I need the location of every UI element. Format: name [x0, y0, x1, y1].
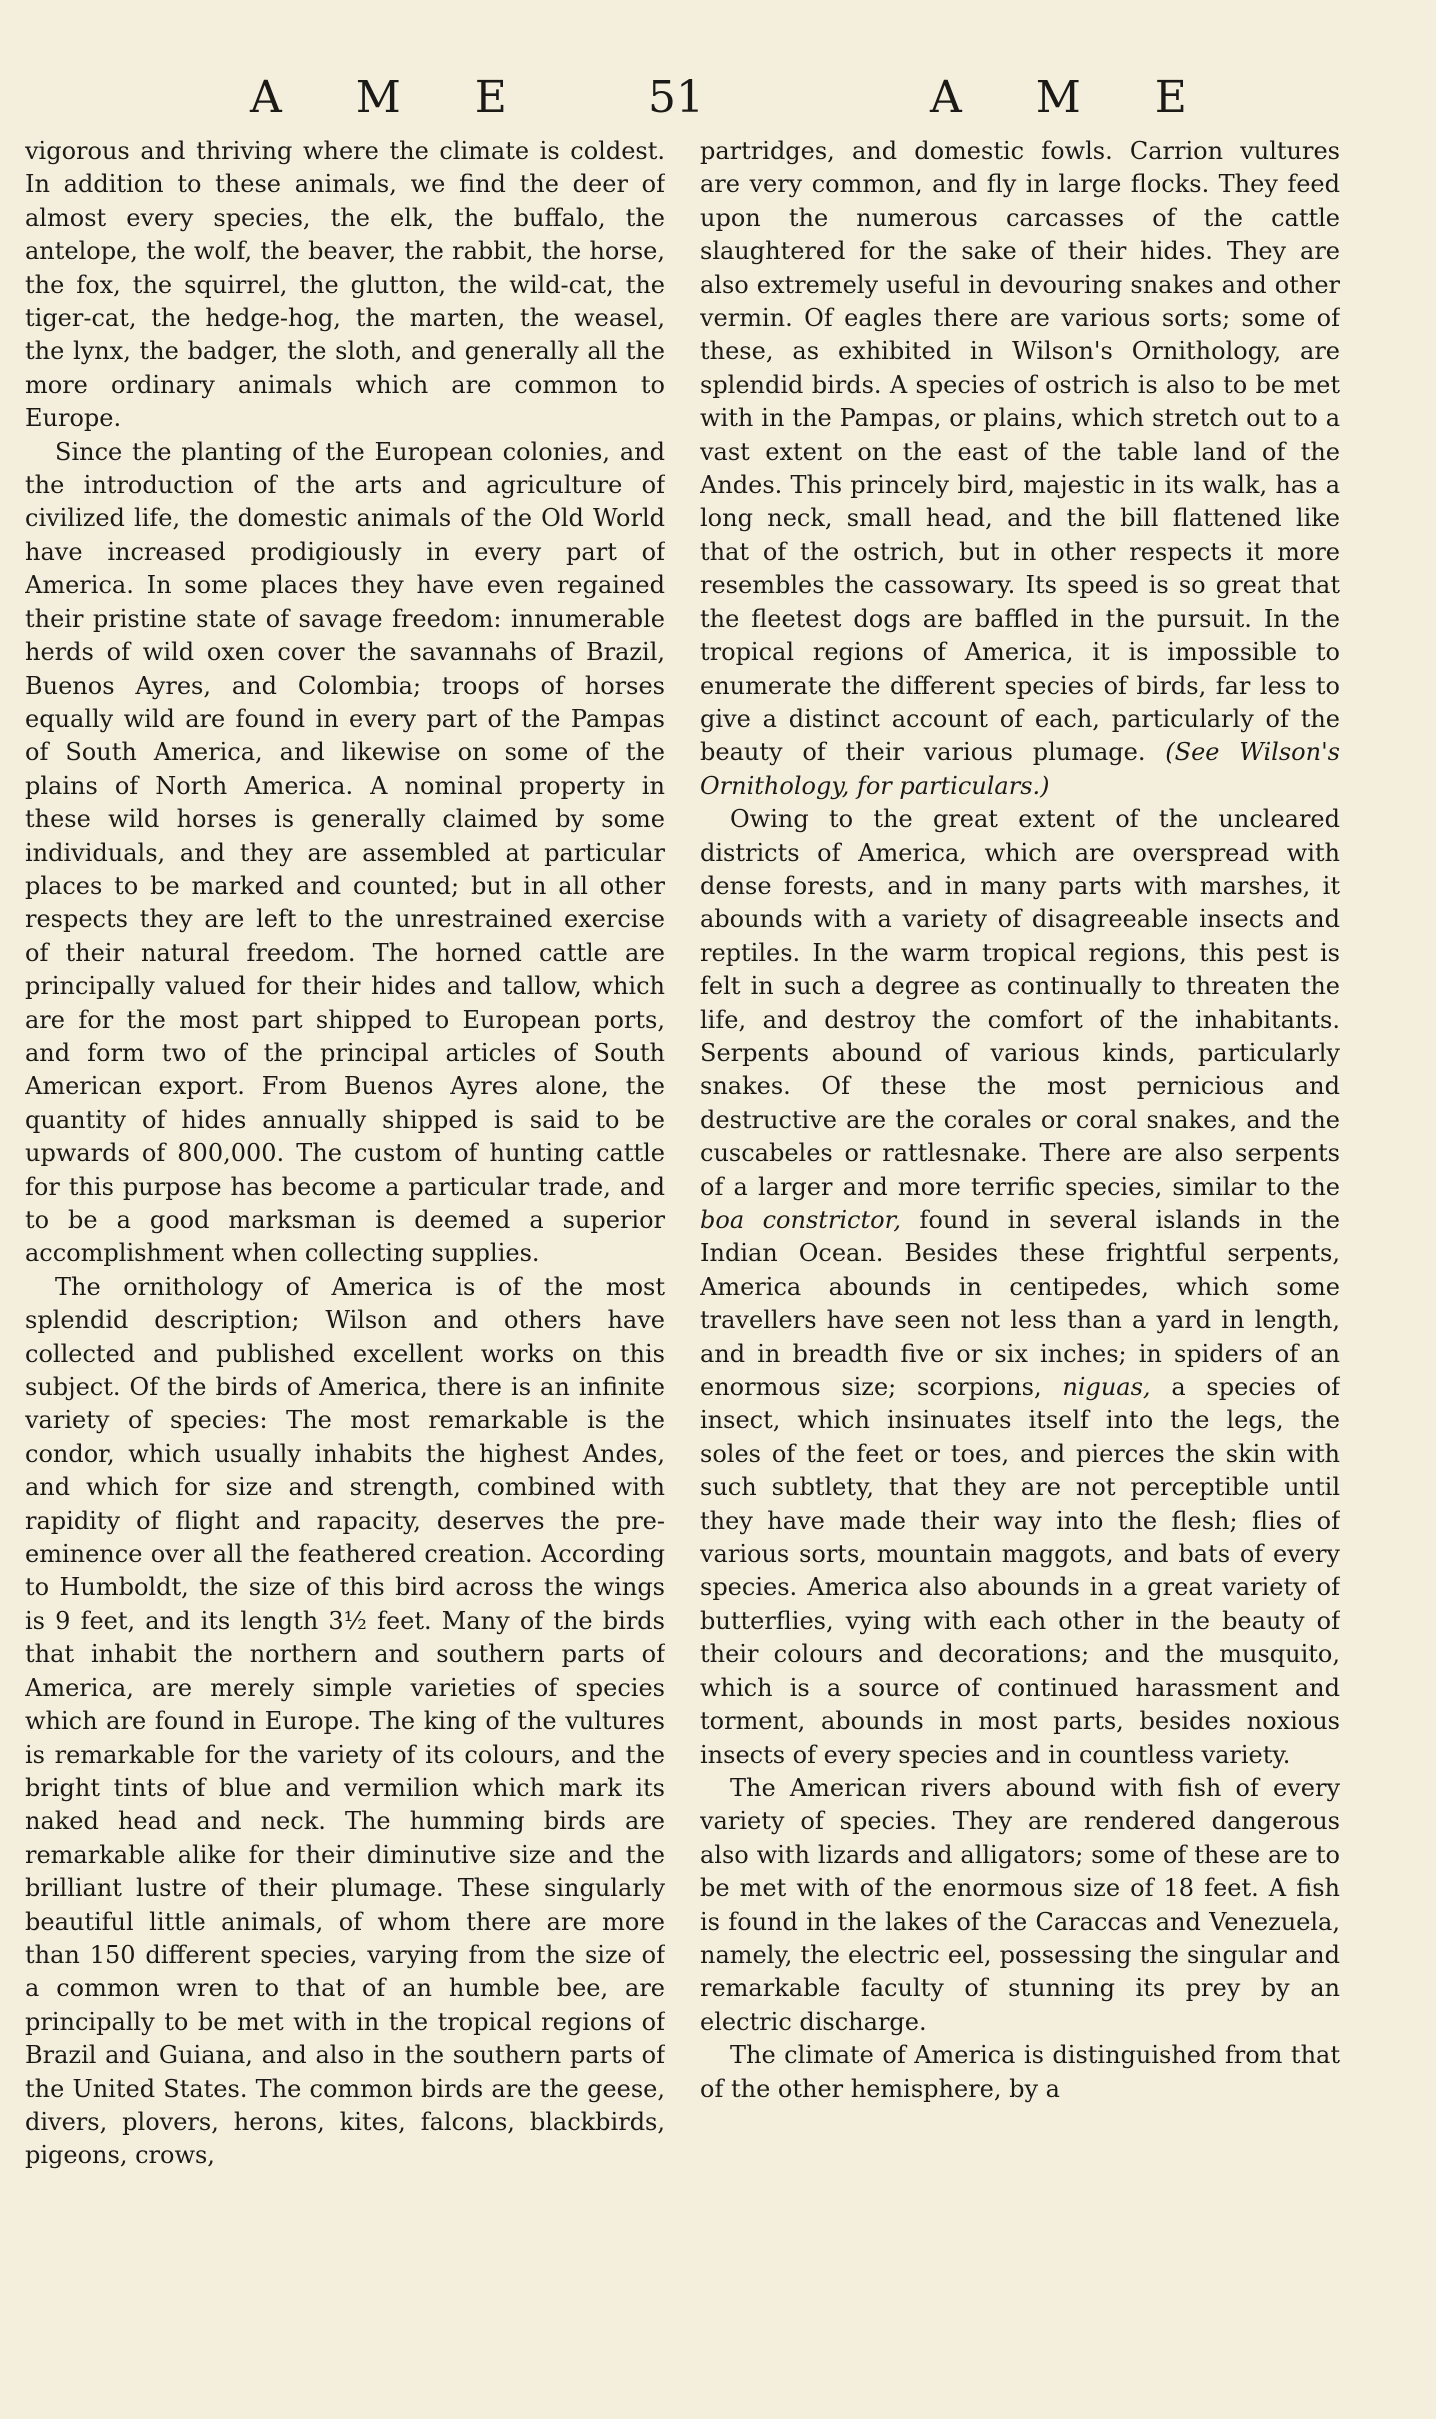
header-right-word: A M E [930, 72, 1217, 123]
left-column [25, 135, 665, 2375]
paragraph-text: a species of insect, which insinuates itself into the legs, the soles of the feet or toes, and pierces the skin with such subtlety, that they are not perceptible until they have made their way into the flesh; flies of various sorts, mountain maggots, and bats of every species. America also abounds in a great variety of butterflies, vying with each other in the beauty of their colours and decorations; and the musquito, which is a source of continued harassment and torment, abounds in most parts, besides noxious insects of every species and in countless variety. [700, 1373, 1340, 1769]
paragraph: The American rivers abound with fish of every variety of species. They are rendered dangerous also with lizards and alligators; some of these are to be met with of the enormous size of 18 feet. A fish is found in the lakes of the Caraccas and Venezuela, namely, the electric eel, possessing the singular and remarkable faculty of stunning its prey by an electric discharge. [700, 1773, 1340, 2036]
paragraph-text: found in several islands in the Indian Ocean. Besides these frightful serpents, America abounds in centipedes, which some travellers have seen not less than a yard in length, and in breadth five or six inches; in spiders of an enormous size; scorpions, [700, 1206, 1340, 1402]
header-left-word: A M E [250, 72, 537, 123]
paragraph: The ornithology of America is of the most splendid description; Wilson and others have collected and published excellent works on this subject. Of the birds of America, there is an infinite variety of species: The most remarkable is the condor, which usually inhabits the highest Andes, and which for size and strength, combined with rapidity of flight and rapacity, deserves the pre-eminence over all the feathered creation. According to Humboldt, the size of this bird across the wings is 9 feet, and its length 3½ feet. Many of the birds that inhabit the northern and southern parts of America, are merely simple varieties of species which are found in Europe. The king of the vultures is remarkable for the variety of its colours, and the bright tints of blue and vermilion which mark its naked head and neck. The humming birds are remarkable alike for their diminutive size and the brilliant lustre of their plumage. These singularly beautiful little animals, of whom there are more than 150 different species, varying from the size of a common wren to that of an humble bee, are principally to be met with in the tropical regions of Brazil and Guiana, and also in the southern parts of the United States. The common birds are the geese, divers, plovers, herons, kites, falcons, blackbirds, pigeons, crows, [25, 1272, 665, 2170]
cross-reference: (See Wilson's Ornithology, for particulars.) [700, 738, 1340, 800]
paragraph: vigorous and thriving where the climate is coldest. In addition to these animals, we find the deer of almost every species, the elk, the buffalo, the antelope, the wolf, the beaver, the rabbit, the horse, the fox, the squirrel, the glutton, the wild-cat, the tiger-cat, the hedge-hog, the marten, the weasel, the lynx, the badger, the sloth, and generally all the more ordinary animals which are common to Europe. [25, 137, 665, 433]
paragraph [700, 803, 1340, 1772]
species-name: boa constrictor, [700, 1206, 902, 1234]
species-name: niguas, [1062, 1373, 1151, 1402]
page-number: 51 [648, 72, 704, 123]
paragraph: The climate of America is distinguished from that of the other hemisphere, by a [700, 2041, 1340, 2103]
paragraph: Since the planting of the European colonies, and the introduction of the arts and agriculture of civilized life, the domestic animals of the Old World have increased prodigiously in every part of America. In some places they have even regained their pristine state of savage freedom: innumerable herds of wild oxen cover the savannahs of Brazil, Buenos Ayres, and Colombia; troops of horses equally wild are found in every part of the Pampas of South America, and likewise on some of the plains of North America. A nominal property in these wild horses is generally claimed by some individuals, and they are assembled at particular places to be marked and counted; but in all other respects they are left to the unrestrained exercise of their natural freedom. The horned cattle are principally valued for their hides and tallow, which are for the most part shipped to European ports, and form two of the principal articles of South American export. From Buenos Ayres alone, the quantity of hides annually shipped is said to be upwards of 800,000. The custom of hunting cattle for this purpose has become a particular trade, and to be a good marksman is deemed a superior accomplishment when collecting supplies. [25, 437, 665, 1268]
paragraph [700, 135, 1340, 803]
right-column [700, 135, 1340, 2375]
paragraph-text: Owing to the great extent of the uncleared districts of America, which are overspread with dense forests, and in many parts with marshes, it abounds with a variety of disagreeable insects and reptiles. In the warm tropical regions, this pest is felt in such a degree as continually to threaten the life, and destroy the comfort of the inhabitants. Serpents abound of various kinds, particularly snakes. Of these the most pernicious and destructive are the corales or coral snakes, and the cuscabeles or rattlesnake. There are also serpents of a larger and more terrific species, similar to the [700, 805, 1340, 1201]
paragraph-text: partridges, and domestic fowls. Carrion vultures are very common, and fly in large flocks. They feed upon the numerous carcasses of the cattle slaughtered for the sake of their hides. They are also extremely useful in devouring snakes and other vermin. Of eagles there are various sorts; some of these, as exhibited in Wilson's Ornithology, are splendid birds. A species of ostrich is also to be met with in the Pampas, or plains, which stretch out to a vast extent on the east of the table land of the Andes. This princely bird, majestic in its walk, has a long neck, small head, and the bill flattened like that of the ostrich, but in other respects it more resembles the cassowary. Its speed is so great that the fleetest dogs are baffled in the pursuit. In the tropical regions of America, it is impossible to enumerate the different species of birds, far less to give a distinct account of each, particularly of the beauty of their various plumage. [700, 137, 1340, 767]
running-header [0, 68, 1436, 128]
